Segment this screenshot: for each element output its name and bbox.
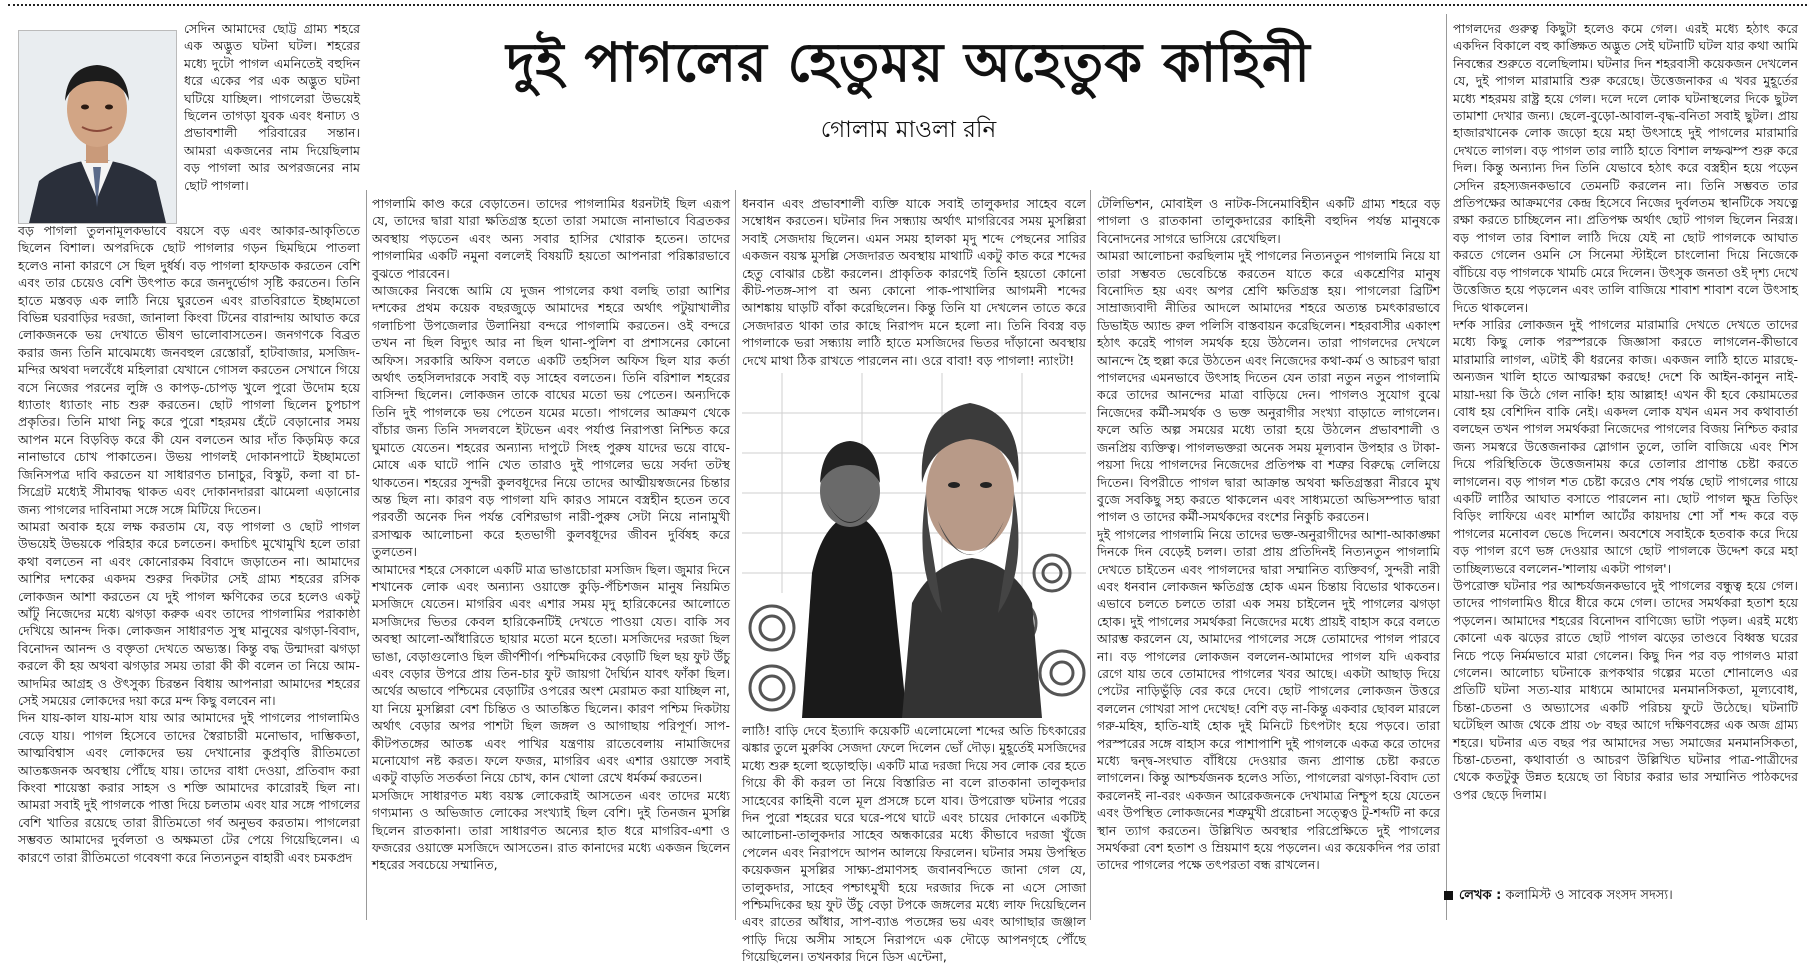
paragraph: আমরা অবাক হয়ে লক্ষ করতাম যে, বড় পাগলা ও ছোট পাগল উভয়েই উভয়কে পরিহার করে চলতেন। কদাচিৎ মুখোমুখি হলে তারা কথা বলতেন না এবং কোনোরকম বিবাদে জড়াতেন না। আমাদের আশির দশকের একদম শুরুর দিকটার সেই গ্রাম্য শহরের রসিক লোকজন আশা করতেন যে দুই পাগল ক্ষণিকের তরে হলেও একটু আঁটু নিজেদের মধ্যে ঝগড়া করুক এবং তাদের পাগলামির পরাকাষ্ঠা দেখিয়ে আনন্দ দিক। লোকজন সাধারণত সুস্থ মানুষের ঝগড়া-বিবাদ, বিনোদন আনন্দ ও বক্তৃতা দেখতে অভ্যস্ত। কিন্তু বদ্ধ উন্মাদরা ঝগড়া করলে কী হয় অথবা ঝগড়ার সময় তারা কী কী বলেন তা নিয়ে আম-আদমির আগ্রহ ও ঔৎসুক্য চিরন্তন বিধায় আপনারা আমাদের শহরের সেই সময়ের লোকদের দয়া করে মন্দ কিছু বলবেন না। [18,518,360,708]
column-2 [372,195,730,922]
column-3-bottom [742,722,1086,965]
paragraph: পাগলামি কাণ্ড করে বেড়াতেন। তাদের পাগলামির ধরনটাই ছিল এরূপ যে, তাদের দ্বারা যারা ক্ষতিগ্রস্ত হতো তারা সমাজে নানাভাবে বিব্রতকর অবস্থায় পড়তেন এবং অন্য সবার হাসির খোরাক হতেন। তাদের পাগলামির একটি নমুনা বললেই বিষয়টি হয়তো আপনারা পরিষ্কারভাবে বুঝতে পারবেন। [372,196,730,281]
byline: গোলাম মাওলা রনি [820,117,997,143]
paragraph: টেলিভিশন, মোবাইল ও নাটক-সিনেমাবিহীন একটি গ্রাম্য শহরে বড় পাগলা ও রাতকানা তালুকদারের কাহিনী বহুদিন পর্যন্ত মানুষকে বিনোদনের সাগরে ভাসিয়ে রেখেছিল। [1097,196,1440,246]
paragraph: লাঠি! বাড়ি দেবে ইত্যাদি কয়েকটি এলোমেলো শব্দের অতি চিৎকারের ঝঙ্কার তুলে মুরুব্বি সেজদা ফেলে দিলেন ভোঁ দৌড়। মুহূর্তেই মসজিদের মধ্যে শুরু হলো হুড়োহুড়ি। একটি মাত্র দরজা দিয়ে সব লোক বের হতে গিয়ে কী কী করল তা নিয়ে বিস্তারিত না বলে রাতকানা তালুকদার সাহেবের কাহিনী বলে মূল প্রসঙ্গে চলে যাব। উপরোক্ত ঘটনার পরের দিন পুরো শহরের ঘরে ঘরে-পথে ঘাটে এবং চায়ের দোকানে একটিই আলোচনা-তালুকদার সাহেব অন্ধকারের মধ্যে কীভাবে দরজা খুঁজে পেলেন এবং নিরাপদে আপন আলয়ে ফিরলেন। ঘটনার সময় উপস্থিত কয়েকজন মুসল্লির সাক্ষ্য-প্রমাণসহ জবানবন্দিতে জানা গেল যে, তালুকদার, সাহেব পশ্চাৎমুখী হয়ে দরজার দিকে না এসে সোজা পশ্চিমদিকের ছয় ফুট উঁচু বেড়া টপকে জঙ্গলের মধ্যে লাফ দিয়েছিলেন এবং রাতের আঁধার, সাপ-ব্যাঙ পতঙ্গের ভয় এবং আগাছার জঞ্জাল পাড়ি দিয়ে অসীম সাহসে নিরাপদে এক দৌড়ে আপনগৃহে পৌঁছে গিয়েছিলেন। তখনকার দিনে ডিস এন্টেনা, [742,723,1086,965]
headline: দুই পাগলের হেতুময় অহেতুক কাহিনী [506,31,1311,94]
paragraph: বড় পাগলা তুলনামূলকভাবে বয়সে বড় এবং আকার-আকৃতিতে ছিলেন বিশাল। অপরদিকে ছোট পাগলার গড়ন ছিমছিমে পাতলা হলেও নানা কারণে সে ছিল দুর্ধর্ষ। বড় পাগলা হাফডাক করতেন বেশি এবং তার চেয়েও বেশি উৎপাত করে জনদুর্ভোগ সৃষ্টি করতেন। তিনি হাতে মস্তবড় এক লাঠি নিয়ে ঘুরতেন এবং রাতবিরাতে ইচ্ছামতো বিভিন্ন ঘরবাড়ির দরজা, জানালা কিংবা টিনের বারান্দায় আঘাত করে লোকজনকে ভয় দেখাতে ভীষণ ভালোবাসতেন। জনগণকে বিব্রত করার জন্য তিনি মাঝেমধ্যে জনবহুল রেস্তোরাঁ, হাটবাজার, মসজিদ-মন্দির অথবা দলবেঁধে মহিলারা যেখানে গোসল করতেন সেখানে গিয়ে বসে নিজের পরনের লুঙ্গি ও কাপড়-চোপড় খুলে পুরো উদোম হয়ে ধ্যাতাং ধ্যাতাং নাচ শুরু করতেন। ছোট পাগলা ছিলেন চুপচাপ প্রকৃতির। তিনি মাথা নিচু করে পুরো শহরময় হেঁটে বেড়ানোর সময় আপন মনে বিড়বিড় করে কী যেন বলতেন আর দাঁত কিড়মিড় করে নানাভাবে চোখ পাকাতেন। উভয় পাগলই দোকানপাটে ইচ্ছামতো জিনিসপত্র দাবি করতেন যা সাধারণত চানাচুর, বিস্কুট, কলা বা চা-সিগ্রেট মধ্যেই সীমাবদ্ধ থাকত এবং দোকানদাররা ঝামেলা এড়ানোর জন্য পাগলের দাবিনামা সঙ্গে সঙ্গে মিটিয়ে দিতেন। [18,223,360,517]
author-note [1444,887,1794,904]
paragraph: পাগলদের গুরুত্ব কিছুটা হলেও কমে গেল। এরই মধ্যে হঠাৎ করে একদিন বিকালে বহু কাঙ্ক্ষিত অদ্ভুত সেই ঘটনাটি ঘটল যার কথা আমি নিবন্ধের শুরুতে বলেছিলাম। ঘটনার দিন শহরবাসী কয়েকজন দেখলেন যে, দুই পাগল মারামারি শুরু করেছে। উত্তেজনাকর এ খবর মুহূর্তের মধ্যে শহরময় রাষ্ট্র হয়ে গেল। দলে দলে লোক ঘটনাস্থলের দিকে ছুটল তামাশা দেখার জন্য। ছেলে-বুড়ো-আবাল-বৃদ্ধ-বনিতা সবাই ছুটল। প্রায় হাজারখানেক লোক জড়ো হয়ে মহা উৎসাহে দুই পাগলের মারামারি দেখতে লাগল। বড় পাগল তার লাঠি হাতে বিশাল লম্ফঝম্প শুরু করে দিল। কিন্তু অন্যান্য দিন তিনি যেভাবে হঠাৎ করে বস্ত্রহীন হয়ে পড়েন সেদিন রহস্যজনকভাবে তেমনটি করলেন না। তিনি সম্ভবত তার প্রতিপক্ষের আক্রমণের কেন্দ্র হিসেবে নিজের দুর্বলতম স্থানটিকে সযত্নে রক্ষা করতে চাচ্ছিলেন না। প্রতিপক্ষ অর্থাৎ ছোট পাগল ছিলেন নিরস্ত্র। বড় পাগল তার বিশাল লাঠি দিয়ে যেই না ছোট পাগলকে আঘাত করতে গেলেন ওমনি সে সিনেমা স্টাইলে চাংলোনা দিয়ে নিজেকে বাঁচিয়ে বড় পাগলকে খামচি মেরে দিলেন। উৎসুক জনতা ওই দৃশ্য দেখে উত্তেজিত হয়ে পড়লেন এবং তালি বাজিয়ে শাবাশ শাবাশ বলে উৎসাহ দিতে থাকলেন। [1453,21,1798,315]
paragraph: সেদিন আমাদের ছোট্ট গ্রাম্য শহরে এক অদ্ভুত ঘটনা ঘটল। শহরের মধ্যে দুটো পাগল এমনিতেই বহুদিন ধরে একের পর এক অদ্ভুত ঘটনা ঘটিয়ে যাচ্ছিল। পাগলেরা উভয়েই ছিলেন তাগড়া যুবক এবং ধনাঢ্য ও প্রভাবশালী পরিবারের সন্তান। আমরা একজনের নাম দিয়েছিলাম বড় পাগলা আর অপরজনের নাম ছোট পাগলা। [184,21,360,193]
paragraph: আমাদের শহরে সেকালে একটি মাত্র ভাঙাচোরা মসজিদ ছিল। জুমার দিনে শখানেক লোক এবং অন্যান্য ওয়াক্তে কুড়ি-পঁচিশজন মানুষ নিয়মিত মসজিদে যেতেন। মাগরিব এবং এশার সময় মৃদু হারিকেনের আলোতে মসজিদের ভিতর কেবল হারিকেনটিই দেখতে পাওয়া যেত। বাকি সব অবস্থা আলো-আঁধারিতে ছায়ার মতো মনে হতো। মসজিদের দরজা ছিল ভাঙা, বেড়াগুলোও ছিল জীর্ণশীর্ণ। পশ্চিমদিকের বেড়াটি ছিল ছয় ফুট উঁচু এবং বেড়ার উপরে প্রায় তিন-চার ফুট জায়গা দৈর্ঘ্যিন যাবৎ ফাঁকা ছিল। অর্থের অভাবে পশ্চিমের বেড়াটির ওপরের অংশ মেরামত করা যাচ্ছিল না, যা নিয়ে মুসল্লিরা বেশ চিন্তিত ও আতঙ্কিত ছিলেন। কারণ পশ্চিম দিকটায় অর্থাৎ বেড়ার অপর পাশটা ছিল জঙ্গল ও আগাছায় পরিপূর্ণ। সাপ-কীটপতঙ্গের আতঙ্ক এবং পাখির যন্ত্রণায় রাতেবেলায় নামাজিদের মনোযোগ নষ্ট করত। ফলে ফজর, মাগরিব এবং এশার ওয়াক্তে সবাই একটু বাড়তি সতর্কতা নিয়ে চোখ, কান খোলা রেখে ধর্মকর্ম করতেন। [372,561,730,786]
author-photo [18,30,177,224]
column-divider [1090,190,1091,920]
column-4 [1097,195,1440,922]
paragraph: মসজিদে সাধারণত মধ্য বয়স্ক লোকেরাই আসতেন এবং তাদের মধ্যে গণ্যমান্য ও অভিজাত লোকের সংখ্যাই ছিল বেশি। দুই তিনজন মুসল্লি ছিলেন রাতকানা। তারা সাধারণত অন্যের হাত ধরে মাগরিব-এশা ও ফজরের ওয়াক্তে মসজিদে আসতেন। রাত কানাদের মধ্যে একজন ছিলেন শহরের সবচেয়ে সম্মানিত, [372,787,730,873]
column-1 [18,222,360,922]
square-bullet-icon [1444,891,1453,900]
author-note-text: কলামিস্ট ও সাবেক সংসদ সদস্য। [1505,888,1673,903]
paragraph: আমরা আলোচনা করছিলাম দুই পাগলের নিত্যনতুন পাগলামি নিয়ে যা তারা সম্ভবত ভেবেচিন্তে করতেন যাতে করে একশ্রেণির মানুষ বিনোদিত হয় এবং অপর শ্রেণি ক্ষতিগ্রস্ত হয়। পাগলেরা ব্রিটিশ সাম্রাজ্যবাদী নীতির আদলে আমাদের শহরে অত্যন্ত চমৎকারভাবে ডিভাইড অ্যান্ড রুল পলিসি বাস্তবায়ন করেছিলেন। শহরবাসীর একাংশ হঠাৎ করেই পাগল সমর্থক হয়ে উঠলেন। তারা পাগলদের দেখলে আনন্দে হৈ হুল্লা করে উঠতেন এবং নিজেদের কথা-কর্ম ও আচরণ দ্বারা পাগলদের এমনভাবে উৎসাহ দিতেন যেন তারা নতুন নতুন পাগলামি করে তাদের আনন্দের মাত্রা বাড়িয়ে দেন। পাগলও সুযোগ বুঝে নিজেদের কর্মী-সমর্থক ও ভক্ত অনুরাগীর সংখ্যা বাড়াতে লাগলেন। ফলে অতি অল্প সময়ের মধ্যে তারা হয়ে উঠলেন প্রভাবশালী ও জনপ্রিয় ব্যক্তিত্ব। পাগলভক্তরা অনেক সময় মূল্যবান উপহার ও টাকা-পয়সা দিয়ে পাগলদের নিজেদের প্রতিপক্ষ বা শত্রুর বিরুদ্ধে লেলিয়ে দিতেন। বিপরীতে পাগল দ্বারা আক্রান্ত অথবা ক্ষতিগ্রস্তরা নীরবে মুখ বুজে সবকিছু সহ্য করতে থাকলেন এবং সাধ্যমতো অভিসম্পাত দ্বারা পাগল ও তাদের কর্মী-সমর্থকদের বংশের নিকুচি করতেন। [1097,248,1440,525]
paragraph: উপরোক্ত ঘটনার পর আশ্চর্যজনকভাবে দুই পাগলের বন্ধুত্ব হয়ে গেল। তাদের পাগলামিও ধীরে ধীরে কমে গেল। তাদের সমর্থকরা হতাশ হয়ে পড়লেন। আমাদের শহরের বিনোদন বাণিজ্যে ভাটা পড়ল। এরই মধ্যে কোনো এক ঝড়ের রাতে ছোট পাগল ঝড়ের তাণ্ডবে বিধ্বস্ত ঘরের নিচে পড়ে নির্মমভাবে মারা গেলেন। কিছু দিন পর বড় পাগলও মারা গেলেন। আলোচ্য ঘটনাকে রূপকথার গল্পের মতো শোনালেও এর প্রতিটি ঘটনা সত্য-যার মাধ্যমে আমাদের মনমানসিকতা, মূল্যবোধ, চিন্তা-চেতনা ও অভ্যাসের একটি পরিচয় ফুটে উঠেছে। ঘটনাটি ঘটেছিল আজ থেকে প্রায় ৩৮ বছর আগে দক্ষিণবঙ্গের এক অজ গ্রাম্য শহরে। ঘটনার এত বছর পর আমাদের সভ্য সমাজের মনমানসিকতা, চিন্তা-চেতনা, কথাবার্তা ও আচরণ উল্লিখিত ঘটনার পাত্র-পাত্রীদের থেকে কতটুকু উন্নত হয়েছে তা বিচার করার ভার সম্মানিত পাঠকদের ওপর ছেড়ে দিলাম। [1453,578,1798,802]
column-divider [1446,14,1447,920]
column-divider [366,190,367,920]
top-dotted-rule [8,4,1807,6]
paragraph: দর্শক সারির লোকজন দুই পাগলের মারামারি দেখতে দেখতে তাদের মধ্যে কিছু লোক পরস্পরকে জিজ্ঞাসা করতে লাগলেন-কীভাবে মারামারি লাগল, এটাই কী ধরনের কাজ। একজন লাঠি হাতে মারছে-অন্যজন খালি হাতে আত্মরক্ষা করছে! দেশে কি আইন-কানুন নাই-মায়া-দয়া কি উঠে গেল নাকি! হায় আল্লাহ! এখন কী হবে কেয়ামতের বোধ হয় বেশিদিন বাকি নেই। একদল লোক যখন এমন সব কথাবার্তা বলছেন তখন পাগল সমর্থকরা নিজেদের পাগলের বিজয় নিশ্চিত করার জন্য সমস্বরে উত্তেজনাকর স্লোগান তুলে, তালি বাজিয়ে এবং শিস দিয়ে পরিস্থিতিকে উত্তেজনাময় করে তোলার প্রাণান্ত চেষ্টা করতে লাগলেন। বড় পাগল শত চেষ্টা করেও শেষ পর্যন্ত ছোট পাগলের গায়ে একটি লাঠির আঘাত বসাতে পারলেন না। ছোট পাগল ক্ষুদ্র তিড়িং বিড়িং লাফিয়ে এবং মার্শাল আর্টের কায়দায় শো সাঁ শব্দ করে বড় পাগলের মনোবল ভেঙে দিলেন। অবশেষে সবাইকে হতবাক করে দিয়ে বড় পাগল রণে ভঙ্গ দেওয়ার আগে ছোট পাগলকে উদ্দেশ করে মহা তাচ্ছিল্যভরে বললেন-'শালায় একটা পাগল'। [1453,316,1798,576]
illustration [742,373,1086,718]
paragraph: আজকের নিবন্ধে আমি যে দুজন পাগলের কথা বলছি তারা আশির দশকের প্রথম কয়েক বছরজুড়ে আমাদের শহরে অর্থাৎ পটুয়াখালীর গলাচিপা উপজেলার উলানিয়া বন্দরে পাগলামি করতেন। ওই বন্দরে তখন না ছিল বিদ্যুৎ আর না ছিল থানা-পুলিশ বা প্রশাসনের কোনো অফিস। সরকারি অফিস বলতে একটি তহসিল অফিস ছিল যার কর্তা অর্থাৎ তহসিলদারকে সবাই বড় সাহেব বলতেন। তিনি বরিশাল শহরের বাসিন্দা ছিলেন। লোকজন তাকে বাঘের মতো ভয় পেতেন। অন্যদিকে তিনি দুই পাগলকে ভয় পেতেন যমের মতো। পাগলের আক্রমণ থেকে বাঁচার জন্য তিনি সদলবলে ইটভেন এবং পর্যাপ্ত নিরাপত্তা নিশ্চিত করে ঘুমাতে যেতেন। শহরের অন্যান্য দাপুটে সিংহ পুরুষ যাদের ভয়ে বাঘে-মোষে এক ঘাটে পানি খেত তারাও দুই পাগলের ভয়ে সর্বদা তটস্থ থাকতেন। শহরের সুন্দরী কুলবধূদের নিয়ে তাদের আত্মীয়স্বজনের চিন্তার অন্ত ছিল না। কারণ বড় পাগলা যদি কারও সামনে বস্ত্রহীন হতেন তবে পরবর্তী অনেক দিন পর্যন্ত বেশিরভাগ নারী-পুরুষ সেটা নিয়ে নানামুখী রসাত্মক আলোচনা করে হতভাগী কুলবধূদের জীবন দুর্বিষহ করে তুলতেন। [372,283,730,560]
paragraph: দিন যায়-কাল যায়-মাস যায় আর আমাদের দুই পাগলের পাগলামিও বেড়ে যায়। পাগল হিসেবে তাদের স্বৈরাচারী মনোভাব, দাম্ভিকতা, আত্মবিশ্বাস এবং লোকদের ভয় দেখানোর কুপ্রবৃত্তি রীতিমতো আতঙ্কজনক অবস্থায় পৌঁছে যায়। তাদের বাধা দেওয়া, প্রতিবাদ করা কিংবা শায়েস্তা করার সাহস ও শক্তি আমাদের কারোরই ছিল না। আমরা সবাই দুই পাগলকে পাত্তা দিয়ে চলতাম এবং যার সঙ্গে পাগলের বেশি খাতির রয়েছে তারা রীতিমতো গর্ব অনুভব করতাম। পাগলেরা সম্ভবত আমাদের দুর্বলতা ও অক্ষমতা টের পেয়ে গিয়েছিলেন। এ কারণে তারা রীতিমতো গবেষণা করে নিত্যনতুন বাহারী এবং চমকপ্রদ [18,710,360,865]
column-divider [735,190,736,920]
paragraph: দুই পাগলের পাগলামি নিয়ে তাদের ভক্ত-অনুরাগীদের আশা-আকাঙ্ক্ষা দিনকে দিন বেড়েই চলল। তারা প্রায় প্রতিদিনই নিত্যনতুন পাগলামি দেখতে চাইতেন এবং পাগলদের দ্বারা সম্মানিত ব্যক্তিবর্গ, সুন্দরী নারী এবং ধনবান লোকজন ক্ষতিগ্রস্ত হোক এমন চিন্তায় বিভোর থাকতেন। এভাবে চলতে চলতে তারা এক সময় চাইলেন দুই পাগলের ঝগড়া হোক। দুই পাগলের সমর্থকরা নিজেদের মধ্যে প্রায়ই বাহাস করে বলতে আরম্ভ করলেন যে, আমাদের পাগলের সঙ্গে তোমাদের পাগল পারবে না। বড় পাগলের লোকজন বললেন-আমাদের পাগল যদি একবার রেগে যায় তবে তোমাদের পাগলের খবর আছে। একটা আছাড় দিয়ে পেটের নাড়িভুঁড়ি বের করে দেবে। ছোট পাগলের লোকজন উত্তরে বললেন গোখরা সাপ দেখেছ! বেশি বড় না-কিন্তু একবার ছোবল মারলে গরু-মহিষ, হাতি-যাই হোক দুই মিনিটে চিৎপটাং হয়ে পড়বে। তারা পরস্পরের সঙ্গে বাহাস করে পাশাপাশি দুই পাগলকে একত্র করে তাদের মধ্যে দ্বন্দ্ব-সংঘাত বাঁধিয়ে দেওয়ার জন্য প্রাণান্ত চেষ্টা করতে লাগলেন। কিন্তু আশ্চর্যজনক হলেও সত্যি, পাগলেরা ঝগড়া-বিবাদ তো করলেনই না-বরং একজন আরেকজনকে দেখামাত্র নিশ্চুপ হয়ে যেতেন এবং উপস্থিত লোকজনের শত্রুমুখী প্ররোচনা সত্ত্বেও টু-শব্দটি না করে স্থান ত্যাগ করতেন। উল্লিখিত অবস্থার পরিপ্রেক্ষিতে দুই পাগলের সমর্থকরা বেশ হতাশ ও ম্রিয়মাণ হয়ে পড়লেন। এর কয়েকদিন পর তারা তাদের পাগলের পক্ষে তৎপরতা বন্ধ রাখলেন। [1097,526,1440,873]
column-5 [1453,20,1798,882]
column-3-top [742,195,1086,369]
paragraph: ধনবান এবং প্রভাবশালী ব্যক্তি যাকে সবাই তালুকদার সাহেব বলে সম্বোধন করতেন। ঘটনার দিন সন্ধ্যায় অর্থাৎ মাগরিবের সময় মুসল্লিরা সবাই সেজদায় ছিলেন। এমন সময় হালকা মৃদু শব্দে পেছনের সারির একজন বয়স্ক মুসল্লি সেজদারত অবস্থায় মাথাটি একটু কাত করে শব্দের হেতু বোঝার চেষ্টা করলেন। প্রাকৃতিক কারণেই তিনি হয়তো কোনো কীট-পতঙ্গ-সাপ বা অন্য কোনো পাক-পাখালির আগমনী শব্দের আশঙ্কায় ঘাড়টি বাঁকা করেছিলেন। কিন্তু তিনি যা দেখলেন তাতে করে সেজদারত থাকা তার কাছে নিরাপদ মনে হলো না। তিনি বিবস্ত্র বড় পাগলাকে ভরা সন্ধ্যায় লাঠি হাতে মসজিদের ভিতর দাঁড়ানো অবস্থায় দেখে মাথা ঠিক রাখতে পারলেন না। ওরে বাবা! বড় পাগলা! ন্যাংটা! [742,196,1086,368]
column-1-beside-photo [184,20,360,222]
author-note-label: লেখক : [1459,888,1502,903]
